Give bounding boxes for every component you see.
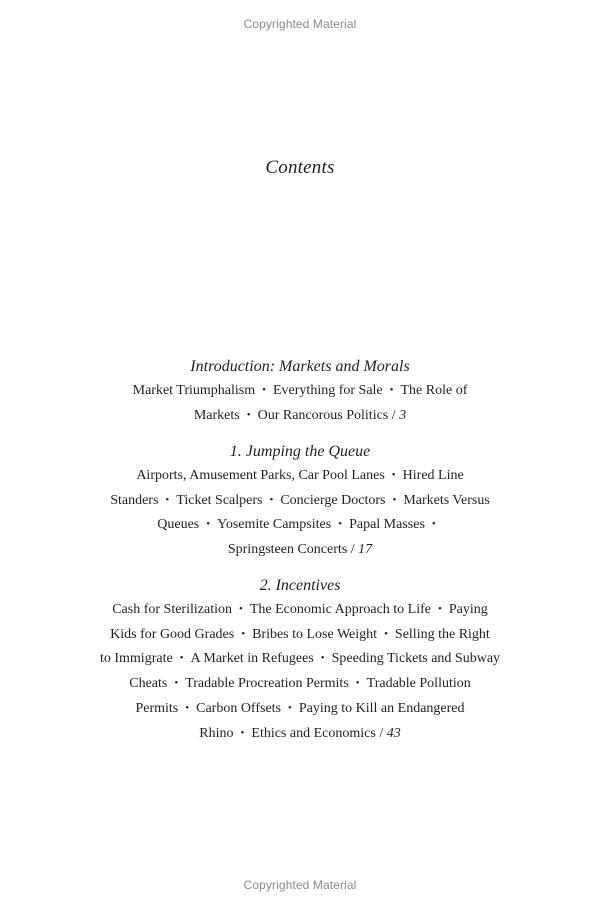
toc-topic: Ticket Scalpers — [176, 492, 263, 508]
toc-topic: Cheats — [129, 676, 168, 692]
toc-topic: Queues — [157, 517, 200, 533]
toc-entry-line — [0, 516, 600, 534]
page-number: 17 — [358, 542, 373, 558]
toc-topic: Ethics and Economics — [251, 725, 376, 741]
toc-topic: Markets — [193, 407, 240, 423]
chapter-heading: 1. Jumping the Queue — [229, 443, 371, 460]
toc-topic: Paying to Kill an Endangered — [298, 700, 465, 716]
page-number: 43 — [386, 725, 401, 741]
chapter-heading: 2. Incentives — [259, 577, 341, 594]
bullet-separator: • — [174, 677, 179, 690]
toc-entry-line — [0, 725, 600, 743]
bullet-separator: • — [389, 384, 394, 396]
bullet-separator: • — [262, 384, 266, 396]
toc-entry-line — [0, 601, 600, 619]
bullet-separator: • — [206, 518, 211, 531]
toc-topic: Airports, Amusement Parks, Car Pool Lanes — [136, 468, 385, 483]
toc-topic: Paying — [448, 602, 488, 617]
toc-topic: Speeding Tickets and Subway — [331, 651, 501, 667]
toc-topic: Cash for Sterilization — [112, 602, 232, 617]
page-number: 3 — [399, 407, 407, 423]
page-title: Contents — [265, 157, 335, 178]
toc-entry-line — [0, 675, 600, 693]
toc-entry-line — [0, 626, 600, 644]
toc-topic: Everything for Sale — [273, 383, 383, 398]
page-separator: / — [347, 542, 359, 558]
copyright-watermark-top: Copyrighted Material — [243, 17, 357, 31]
toc-topic: Papal Masses — [349, 517, 425, 533]
bullet-separator: • — [238, 603, 243, 615]
chapter-heading: Introduction: Markets and Morals — [190, 358, 410, 375]
toc-topic: Permits — [135, 700, 179, 716]
bullet-separator: • — [338, 518, 343, 531]
bullet-separator: • — [240, 726, 245, 739]
bullet-separator: • — [431, 518, 436, 531]
toc-topic: Kids for Good Grades — [110, 626, 235, 642]
toc-topic: Carbon Offsets — [196, 700, 282, 716]
bullet-separator: • — [355, 677, 360, 690]
toc-topic: Tradable Pollution — [366, 676, 471, 692]
bullet-separator: • — [269, 493, 274, 506]
toc-topic: Selling the Right — [394, 626, 490, 642]
toc-topic: The Economic Approach to Life — [249, 602, 432, 617]
toc-topic: Our Rancorous Politics — [257, 407, 389, 423]
toc-topic: Standers — [110, 492, 159, 508]
toc-topic: Markets Versus — [403, 492, 490, 508]
toc-topic: Rhino — [199, 725, 234, 741]
toc-topic: Springsteen Concerts — [227, 542, 348, 558]
bullet-separator: • — [241, 627, 246, 640]
toc-topic: Hired Line — [402, 468, 464, 483]
toc-entry-line — [0, 382, 600, 400]
toc-topic: Bribes to Lose Weight — [252, 626, 378, 642]
bullet-separator: • — [320, 652, 325, 665]
bullet-separator: • — [384, 627, 388, 640]
bullet-separator: • — [165, 493, 170, 506]
page-separator: / — [388, 407, 400, 423]
copyright-watermark-bottom: Copyrighted Material — [243, 878, 357, 892]
bullet-separator: • — [246, 408, 251, 421]
toc-topic: The Role of — [400, 383, 468, 398]
bullet-separator: • — [438, 603, 442, 615]
toc-topic: to Immigrate — [99, 651, 173, 667]
toc-topic: A Market in Refugees — [190, 651, 314, 667]
toc-topic: Concierge Doctors — [280, 492, 386, 508]
toc-entry-line — [0, 492, 600, 510]
bullet-separator: • — [391, 469, 396, 481]
page-separator: / — [375, 725, 387, 741]
toc-topic: Yosemite Campsites — [217, 517, 332, 533]
toc-entry-line — [0, 650, 600, 668]
toc-entry-line — [0, 700, 600, 718]
toc-topic: Tradable Procreation Permits — [185, 676, 349, 692]
toc-entry-line — [0, 467, 600, 485]
toc-entry-line — [0, 407, 600, 425]
bullet-separator: • — [288, 701, 292, 714]
bullet-separator: • — [179, 652, 184, 665]
bullet-separator: • — [392, 493, 397, 506]
bullet-separator: • — [185, 701, 190, 714]
toc-topic: Market Triumphalism — [132, 383, 256, 398]
toc-entry-line — [0, 541, 600, 559]
